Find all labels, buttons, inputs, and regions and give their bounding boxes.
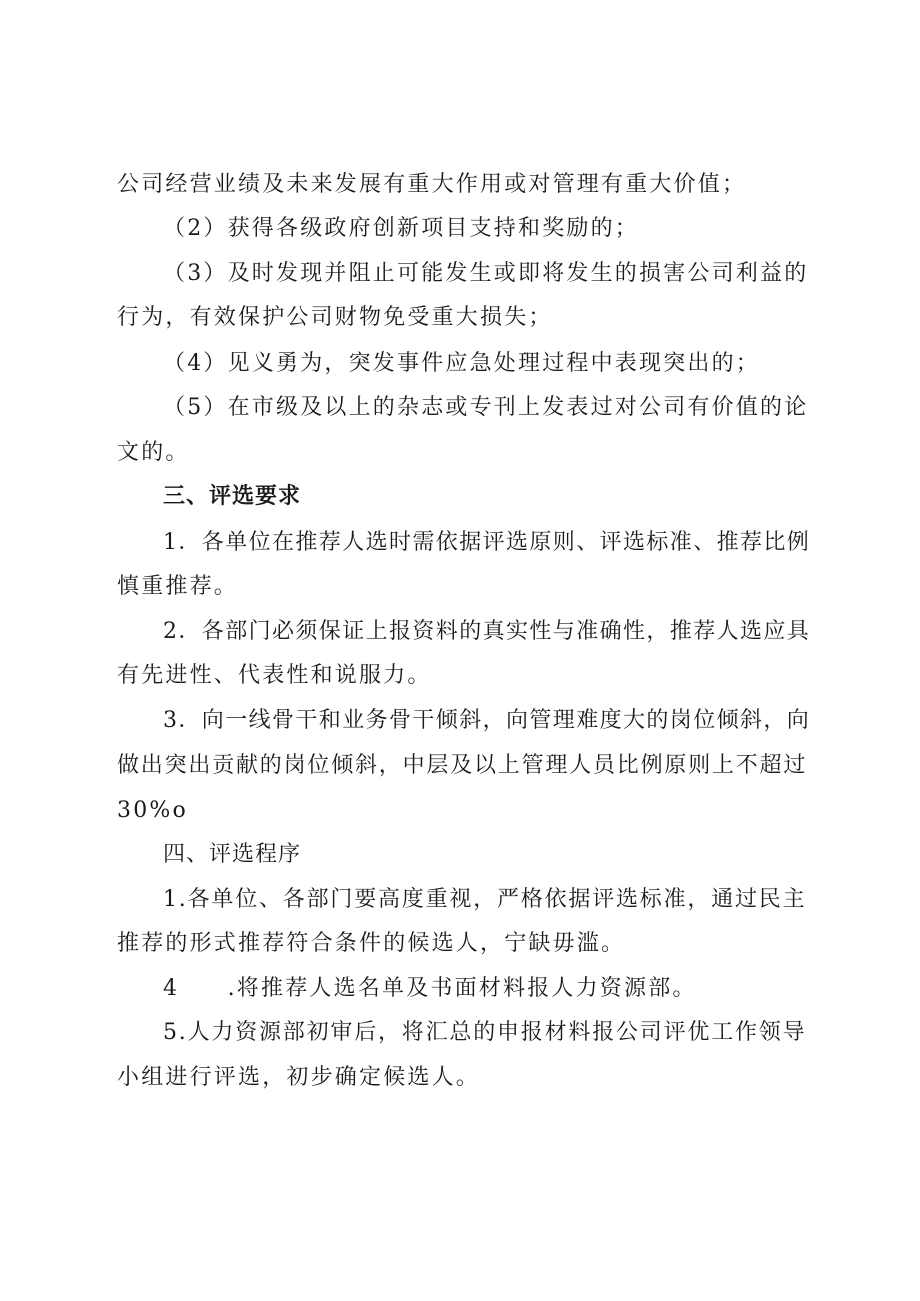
text-line: 行为，有效保护公司财物免受重大损失； — [117, 305, 553, 330]
text-line: 慎重推荐。 — [117, 574, 239, 599]
text-line: 小组进行评选，初步确定候选人。 — [117, 1065, 481, 1090]
text-line: （2）获得各级政府创新项目支持和奖励的； — [163, 216, 639, 241]
text-line: 5.人力资源部初审后，将汇总的申报材料报公司评优工作领导 — [163, 1020, 807, 1045]
text-line: 30%o — [117, 798, 188, 823]
text-line: 4 .将推荐人选名单及书面材料报人力资源部。 — [163, 976, 697, 1001]
text-line: 文的。 — [117, 440, 190, 465]
text-line: （3）及时发现并阻止可能发生或即将发生的损害公司利益的 — [163, 261, 809, 286]
text-line: 2．各部门必须保证上报资料的真实性与准确性，推荐人选应具 — [163, 619, 811, 644]
section-heading: 四、评选程序 — [163, 842, 302, 867]
text-line: 有先进性、代表性和说服力。 — [117, 663, 432, 688]
text-line: 1．各单位在推荐人选时需依据评选原则、评选标准、推荐比例 — [163, 530, 811, 555]
text-line: （4）见义勇为，突发事件应急处理过程中表现突出的； — [163, 351, 760, 376]
text-line: 公司经营业绩及未来发展有重大作用或对管理有重大价值； — [117, 172, 747, 197]
section-heading: 三、评选要求 — [163, 484, 302, 509]
text-line: 推荐的形式推荐符合条件的候选人，宁缺毋滥。 — [117, 931, 626, 956]
text-line: （5）在市级及以上的杂志或专刊上发表过对公司有价值的论 — [163, 395, 809, 420]
text-line: 3．向一线骨干和业务骨干倾斜，向管理难度大的岗位倾斜，向 — [163, 708, 811, 733]
text-line: 1.各单位、各部门要高度重视，严格依据评选标准，通过民主 — [163, 887, 807, 912]
text-line: 做出突出贡献的岗位倾斜，中层及以上管理人员比例原则上不超过 — [117, 753, 808, 778]
